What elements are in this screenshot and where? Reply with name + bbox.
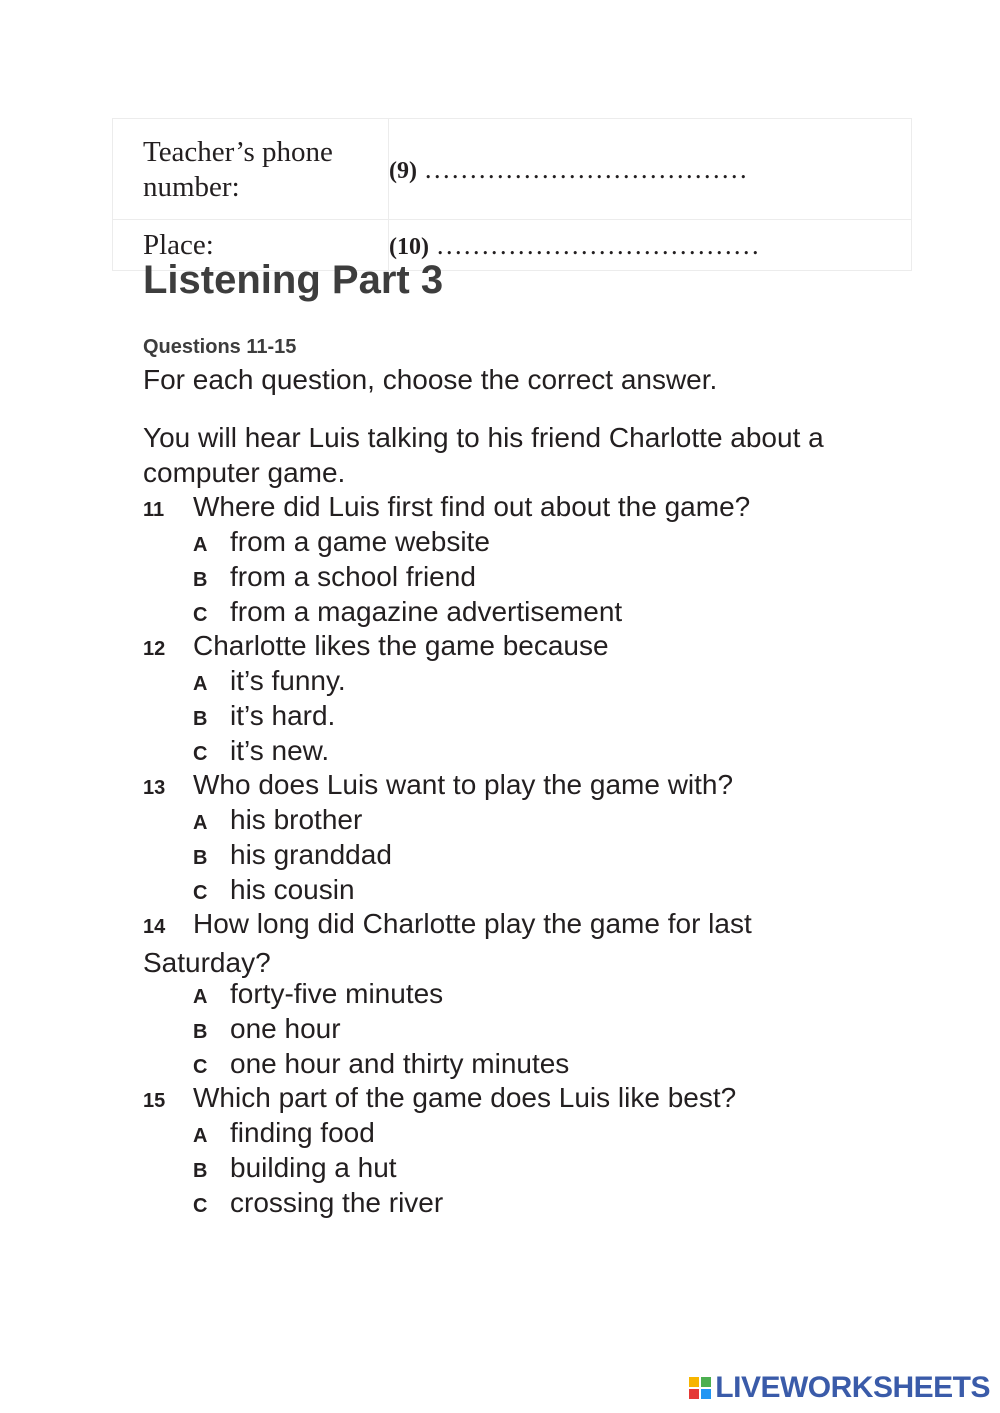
question-number: 14 bbox=[143, 916, 166, 938]
question-text: Charlotte likes the game because bbox=[193, 630, 609, 661]
option-letter: C bbox=[193, 743, 208, 765]
form-table bbox=[112, 118, 912, 271]
logo-square-3 bbox=[689, 1389, 699, 1399]
questions-range: Questions 11-15 bbox=[143, 336, 297, 358]
option-text: from a magazine advertisement bbox=[230, 596, 623, 627]
option-text: his granddad bbox=[230, 839, 392, 870]
question-13 bbox=[143, 767, 843, 806]
option-letter: B bbox=[193, 708, 208, 730]
option-13a[interactable] bbox=[193, 802, 362, 841]
logo-square-2 bbox=[701, 1377, 711, 1387]
option-letter: A bbox=[193, 1125, 208, 1147]
question-text: Which part of the game does Luis like best? bbox=[193, 1082, 737, 1113]
question-text: How long did Charlotte play the game for last Saturday? bbox=[143, 908, 752, 978]
option-14b[interactable] bbox=[193, 1011, 341, 1050]
question-14 bbox=[143, 906, 823, 980]
place-label: Place: bbox=[113, 220, 389, 271]
option-letter: A bbox=[193, 673, 208, 695]
question-text: Where did Luis first find out about the game? bbox=[193, 491, 751, 522]
option-letter: A bbox=[193, 812, 208, 834]
intro-text: You will hear Luis talking to his friend Charlotte about a computer game. bbox=[143, 422, 824, 488]
question-number: 12 bbox=[143, 638, 166, 660]
answer-number: (10) bbox=[389, 233, 429, 260]
option-text: one hour and thirty minutes bbox=[230, 1048, 570, 1079]
option-text: from a game website bbox=[230, 526, 490, 557]
logo-text: LIVEWORKSHEETS bbox=[715, 1371, 990, 1404]
answer-blank[interactable]: ……………………………… bbox=[435, 229, 760, 260]
option-letter: C bbox=[193, 1195, 208, 1217]
question-number: 15 bbox=[143, 1090, 166, 1112]
option-14a[interactable] bbox=[193, 976, 443, 1015]
option-letter: A bbox=[193, 534, 208, 556]
answer-blank[interactable]: ……………………………… bbox=[423, 153, 748, 184]
place-answer[interactable] bbox=[389, 220, 912, 271]
instruction: For each question, choose the correct answer. bbox=[143, 364, 718, 395]
phone-answer[interactable] bbox=[389, 119, 912, 220]
option-15c[interactable] bbox=[193, 1185, 443, 1224]
option-15b[interactable] bbox=[193, 1150, 397, 1189]
option-12b[interactable] bbox=[193, 698, 335, 737]
question-11 bbox=[143, 489, 843, 528]
option-text: his cousin bbox=[230, 874, 355, 905]
option-text: building a hut bbox=[230, 1152, 397, 1183]
option-text: it’s new. bbox=[230, 735, 330, 766]
form-row-phone bbox=[113, 119, 912, 220]
option-text: from a school friend bbox=[230, 561, 476, 592]
option-11a[interactable] bbox=[193, 524, 490, 563]
option-letter: C bbox=[193, 1056, 208, 1078]
option-letter: C bbox=[193, 604, 208, 626]
option-letter: A bbox=[193, 986, 208, 1008]
option-text: his brother bbox=[230, 804, 363, 835]
option-text: it’s funny. bbox=[230, 665, 346, 696]
option-letter: B bbox=[193, 847, 208, 869]
option-text: one hour bbox=[230, 1013, 341, 1044]
answer-number: (9) bbox=[389, 157, 417, 184]
liveworksheets-logo[interactable] bbox=[689, 1371, 990, 1405]
question-number: 11 bbox=[143, 499, 165, 521]
question-number: 13 bbox=[143, 777, 166, 799]
option-letter: B bbox=[193, 1021, 208, 1043]
option-13b[interactable] bbox=[193, 837, 392, 876]
option-text: forty-five minutes bbox=[230, 978, 444, 1009]
option-text: finding food bbox=[230, 1117, 375, 1148]
option-11b[interactable] bbox=[193, 559, 476, 598]
option-letter: B bbox=[193, 1160, 208, 1182]
option-letter: B bbox=[193, 569, 208, 591]
phone-label: Teacher’s phone number: bbox=[113, 119, 389, 220]
question-15 bbox=[143, 1080, 843, 1119]
section-title: Listening Part 3 bbox=[143, 258, 444, 302]
logo-grid-icon bbox=[689, 1377, 711, 1399]
question-text: Who does Luis want to play the game with? bbox=[193, 769, 734, 800]
option-12a[interactable] bbox=[193, 663, 346, 702]
logo-square-4 bbox=[701, 1389, 711, 1399]
question-12 bbox=[143, 628, 843, 667]
logo-square-1 bbox=[689, 1377, 699, 1387]
option-text: it’s hard. bbox=[230, 700, 336, 731]
option-15a[interactable] bbox=[193, 1115, 375, 1154]
option-text: crossing the river bbox=[230, 1187, 444, 1218]
option-letter: C bbox=[193, 882, 208, 904]
